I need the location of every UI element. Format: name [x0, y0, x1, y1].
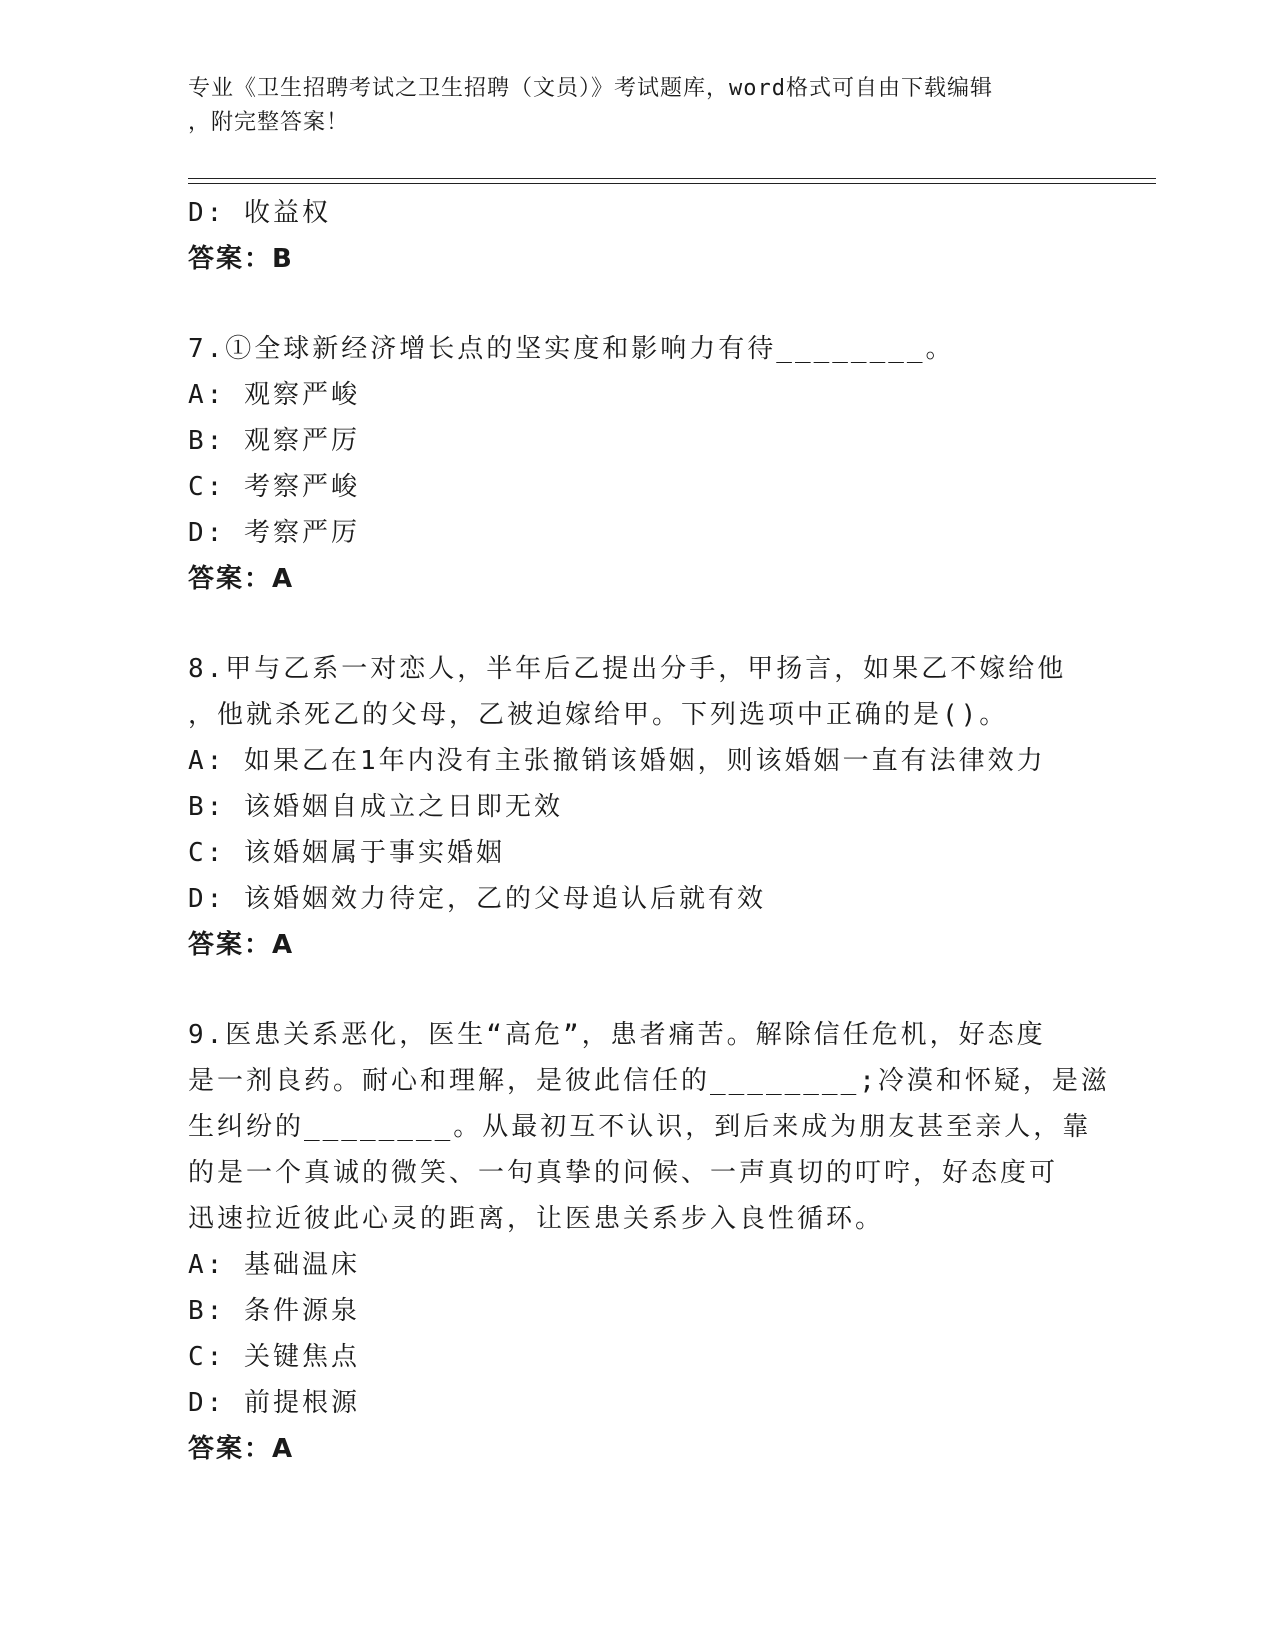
question-6 [188, 190, 1088, 282]
question-stem-line-2: ，他就杀死乙的父母，乙被迫嫁给甲。下列选项中正确的是()。 [188, 700, 1009, 730]
answer-label: 答案：A [188, 564, 295, 594]
question-stem-line-3: 生纠纷的________。从最初互不认识，到后来成为朋友甚至亲人，靠 [188, 1112, 1092, 1142]
answer-label: 答案：A [188, 930, 295, 960]
header-divider-bottom [188, 183, 1156, 184]
option-d: D: 前提根源 [188, 1388, 360, 1418]
question-9 [188, 1012, 1110, 1472]
header-divider-top [188, 178, 1156, 179]
option-d: D: 该婚姻效力待定，乙的父母追认后就有效 [188, 884, 766, 914]
option-a: A: 如果乙在1年内没有主张撤销该婚姻，则该婚姻一直有法律效力 [188, 746, 1046, 776]
question-stem-line-5: 迅速拉近彼此心灵的距离，让医患关系步入良性循环。 [188, 1204, 885, 1234]
question-8 [188, 646, 1088, 968]
document-header [188, 72, 1088, 140]
question-stem-line-1: 8.甲与乙系一对恋人，半年后乙提出分手，甲扬言，如果乙不嫁给他 [188, 654, 1067, 684]
header-line-1: 专业《卫生招聘考试之卫生招聘（文员）》考试题库，word格式可自由下载编辑 [188, 76, 993, 101]
question-list [188, 190, 1110, 1472]
option-b: B: 该婚姻自成立之日即无效 [188, 792, 563, 822]
question-stem-line-2: 是一剂良药。耐心和理解，是彼此信任的________;冷漠和怀疑，是滋 [188, 1066, 1110, 1096]
answer-label: 答案：B [188, 244, 294, 274]
answer-label: 答案：A [188, 1434, 295, 1464]
option-d: D: 收益权 [188, 198, 331, 228]
question-stem-line-4: 的是一个真诚的微笑、一句真挚的问候、一声真切的叮咛，好态度可 [188, 1158, 1059, 1188]
option-d: D: 考察严厉 [188, 518, 360, 548]
option-b: B: 条件源泉 [188, 1296, 360, 1326]
question-stem: 7.①全球新经济增长点的坚实度和影响力有待________。 [188, 334, 955, 364]
option-a: A: 基础温床 [188, 1250, 360, 1280]
header-line-2: ，附完整答案！ [188, 110, 350, 135]
question-stem-line-1: 9.医患关系恶化，医生“高危”，患者痛苦。解除信任危机，好态度 [188, 1020, 1046, 1050]
option-c: C: 该婚姻属于事实婚姻 [188, 838, 505, 868]
question-7 [188, 326, 1088, 602]
option-b: B: 观察严厉 [188, 426, 360, 456]
option-c: C: 关键焦点 [188, 1342, 360, 1372]
option-c: C: 考察严峻 [188, 472, 360, 502]
option-a: A: 观察严峻 [188, 380, 360, 410]
